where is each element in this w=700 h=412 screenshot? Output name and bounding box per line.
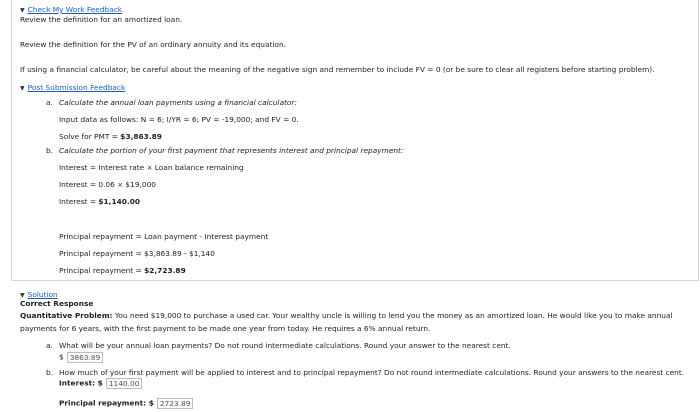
interest-result (59, 197, 140, 206)
caret-down-icon: ▼ (20, 7, 25, 14)
principal-field[interactable]: 2723.89 (157, 398, 194, 409)
part-b-label: b. (46, 146, 54, 155)
input-data-line: Input data as follows: N = 6; I/YR = 6; PV = -19,000; and FV = 0. (59, 115, 299, 124)
interest-result-prefix: Interest = (59, 197, 99, 206)
feedback-line-amortized: Review the definition for an amortized loan. (20, 15, 183, 24)
question-a-label: a. (46, 341, 53, 350)
solve-pmt-line (59, 132, 162, 141)
currency-symbol: $ (59, 352, 64, 362)
caret-down-icon: ▼ (20, 292, 25, 299)
solution-toggle[interactable] (20, 290, 58, 299)
solution-link[interactable]: Solution (27, 290, 58, 299)
part-b-instruction: Calculate the portion of your first payment that represents interest and principal repayment: (59, 146, 404, 155)
post-submission-toggle[interactable] (20, 83, 125, 92)
problem-text: You need $19,000 to purchase a used car. Your wealthy uncle is willing to lend you the money as an amortized loan. He would like you to make annual payments for 6 years, with the first payment to be made one year from today. He requires a 6% annual return. (20, 311, 673, 333)
interest-answer-label: Interest: $ (59, 378, 103, 388)
interest-calc-lhs: Interest = 0.06 (59, 180, 118, 189)
interest-calc-rhs: $19,000 (123, 180, 156, 189)
principal-formula: Principal repayment = Loan payment - Interest payment (59, 232, 269, 241)
solve-pmt-value: $3,863.89 (120, 132, 162, 141)
interest-calculation (59, 180, 156, 189)
check-my-work-link[interactable]: Check My Work Feedback (27, 5, 123, 14)
principal-result-prefix: Principal repayment = (59, 266, 145, 275)
multiply-sign: × (146, 164, 153, 172)
caret-down-icon: ▼ (20, 85, 25, 92)
principal-answer-label: Principal repayment: $ (59, 398, 154, 408)
interest-answer (59, 378, 142, 389)
question-b-label: b. (46, 368, 54, 377)
part-a-label: a. (46, 98, 53, 107)
principal-result (59, 266, 186, 275)
interest-formula-lhs: Interest = Interest rate (59, 163, 147, 172)
post-submission-link[interactable]: Post Submission Feedback (27, 83, 126, 92)
quantitative-problem (20, 309, 680, 335)
feedback-line-calculator: If using a financial calculator, be careful about the meaning of the negative sign and remember to include FV = 0 (or be sure to clear all registers before starting problem). (20, 65, 655, 74)
principal-answer (59, 398, 193, 409)
question-a-text: What will be your annual loan payments? Do not round intermediate calculations. Round your answer to the nearest cent. (59, 341, 511, 350)
annual-payment-field[interactable]: 3863.89 (67, 352, 104, 363)
check-my-work-toggle[interactable] (20, 5, 122, 14)
interest-field[interactable]: 1140.00 (106, 378, 143, 389)
interest-formula (59, 163, 244, 172)
principal-calculation: Principal repayment = $3,863.89 - $1,140 (59, 249, 215, 258)
feedback-line-pv: Review the definition for the PV of an ordinary annuity and its equation. (20, 40, 286, 49)
principal-result-value: $2,723.89 (144, 266, 186, 275)
question-a-answer (59, 352, 103, 363)
correct-response-label: Correct Response (20, 299, 94, 308)
interest-result-value: $1,140.00 (98, 197, 140, 206)
solve-pmt-prefix: Solve for PMT = (59, 132, 121, 141)
problem-label: Quantitative Problem: (20, 311, 113, 320)
part-a-instruction: Calculate the annual loan payments using a financial calculator: (59, 98, 297, 107)
interest-formula-rhs: Loan balance remaining (152, 163, 244, 172)
question-b-text: How much of your first payment will be applied to interest and to principal repayment? Do not round intermediate calculations. Round your answers to the nearest cent. (59, 368, 685, 377)
multiply-sign: × (117, 181, 124, 189)
